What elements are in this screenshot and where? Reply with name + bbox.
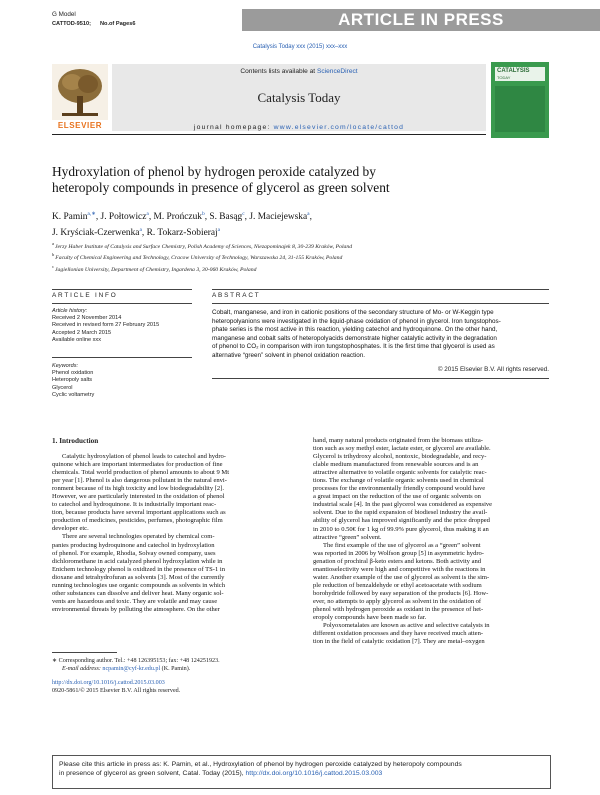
page-count: No.of Pages6 (100, 21, 136, 27)
keywords-label: Keywords: (52, 363, 79, 369)
affiliation-row (52, 263, 482, 274)
affiliation-mark: b (52, 252, 55, 258)
journal-cover (491, 62, 549, 138)
author-name[interactable]: J. Połtowicz (100, 212, 147, 223)
email-suffix: (K. Pamin). (160, 666, 191, 672)
body-line: running technologies use organic compounds as solvents in which (52, 581, 225, 589)
cover-subtitle: TODAY (497, 75, 511, 80)
body-line: solvent. Due to the rapid expansion of biodiesel industry the avail- (313, 509, 488, 517)
author-separator: , (309, 212, 312, 223)
homepage-prefix: journal homepage: (193, 124, 274, 131)
citation-doi-link[interactable]: http://dx.doi.org/10.1016/j.cattod.2015.03.003 (245, 770, 383, 777)
article-history (52, 308, 192, 344)
article-title (52, 164, 552, 196)
body-line: panies producing hydroquinone and catechol in hydroxylation (52, 541, 215, 549)
abstract-line: Cobalt, manganese, and iron in cationic positions of the secondary structure of Mo- or W-Keggin type (212, 309, 494, 316)
keywords-block (52, 363, 192, 399)
body-line: There are several technologies operated by chemical com- (62, 533, 215, 541)
history-entry: Accepted 2 March 2015 (52, 329, 112, 336)
citation-prefix: in presence of glycerol as green solvent, Catal. Today (2015), (59, 770, 246, 777)
homepage-line (112, 124, 486, 131)
intro-left-column (52, 453, 289, 614)
author-affiliation-mark[interactable]: b (201, 211, 205, 217)
abstract-end-rule (212, 378, 549, 379)
body-line: ever, no attempts to apply glycerol as solvent in the oxidation of (313, 597, 482, 605)
body-line: borohydride followed by easy separation of the products [6]. How- (313, 589, 489, 597)
author-affiliation-mark[interactable]: a (307, 211, 310, 217)
affiliation-row (52, 251, 482, 262)
body-line: different oxidation processes and they have received much atten- (313, 630, 484, 638)
author-affiliation-mark[interactable]: a,∗ (87, 211, 96, 217)
cover-title-strip (495, 67, 545, 81)
body-line: phenol with hydrogen peroxide as oxidant in the presence of het- (313, 605, 484, 613)
body-line: industrial scale [4]. In the past glycerol was considered as expensive (313, 501, 493, 509)
issn-line: 0920-5861/© 2015 Elsevier B.V. All rights reserved. (52, 688, 181, 694)
abstract-line: heteropolyanions were investigated in the liquid-phase oxidation of phenol in glycerol. Iron tungstophos- (212, 317, 501, 325)
body-line: tions. The exchange of volatile organic solvents used in chemical (313, 477, 484, 485)
author-name[interactable]: R. Tokarz-Sobieraj (146, 228, 218, 239)
model-label: G Model (52, 11, 76, 18)
body-line: in 2010 to 0.50€ for 1 kg of 99.9% pure glycerol, thus making it an (313, 525, 489, 533)
author-affiliation-mark[interactable]: a (217, 227, 221, 234)
cover-title: CATALYSIS (497, 68, 530, 74)
article-in-press-banner: ARTICLE IN PRESS (242, 9, 600, 31)
author-name[interactable]: K. Pamin (52, 212, 88, 223)
history-entry: Received 2 November 2014 (52, 315, 122, 322)
elsevier-logo (52, 64, 108, 130)
body-line: ple reduction of benzaldehyde or ethyl acetoacetate with sodium (313, 581, 482, 589)
footnotes (52, 657, 289, 695)
author-separator: , (148, 212, 154, 223)
body-line: hand, many natural products originated from the biomass utiliza- (313, 437, 483, 444)
body-line: processes for the environmentally friendly compound would have (313, 485, 486, 493)
cover-artwork (495, 86, 545, 132)
body-line: genation of prochiral β-keto esters and ketons. Both activity and (313, 557, 482, 565)
author-list (52, 208, 402, 240)
affiliation-text: Faculty of Chemical Engineering and Technology, Cracow University of Technology, Warszawska 24, 31-155 Kraków, Poland (55, 255, 343, 262)
keyword: Cyclic voltametry (52, 391, 95, 398)
abstract-heading: ABSTRACT (212, 292, 261, 299)
body-line: chemicals. Total world production of phenol amounts to about 9 Mt (52, 469, 230, 477)
body-line: a great impact on the reduction of the use of organic solvents on (313, 493, 481, 501)
body-line: Enichem technology phenol is oxidized in the presence of TS-1 in (52, 565, 225, 573)
publisher-name: ELSEVIER (57, 121, 103, 130)
abstract-top-rule (212, 289, 549, 290)
body-line: ability of glycerol has improved significantly and the price dropped (313, 517, 490, 525)
journal-reference[interactable]: Catalysis Today xxx (2015) xxx–xxx (252, 44, 348, 50)
body-line: production of medicines, pesticides, perfumes, photographic film (52, 517, 223, 525)
author-name[interactable]: S. Basąg (209, 212, 243, 223)
affiliation-mark: c (52, 263, 54, 269)
body-line: attractive alternative to volatile organic solvents for catalytic reac- (313, 469, 487, 477)
body-line: dichloromethane in acid catalyzed phenol hydroxylation while in (52, 557, 223, 565)
history-label: Article history: (52, 308, 88, 314)
citation-box (52, 755, 551, 789)
author-separator: , (141, 228, 147, 239)
email-link[interactable]: ncpamin@cyf-kr.edu.pl (102, 666, 161, 672)
body-line: was reported in 2006 by Wolfson group [5] in asymmetric hydro- (313, 549, 484, 557)
body-line: dioxane and tetrahydrofuran as solvents [3]. Most of the currently (52, 573, 225, 581)
body-line: tion, because products have several important applications such as (52, 509, 226, 517)
body-line: to catechol and hydroquinone. It is industrially important reac- (52, 501, 217, 509)
author-affiliation-mark[interactable]: a (139, 227, 142, 234)
affiliation-mark: a (52, 241, 54, 246)
body-line: However, we are particularly interested in the oxidation of phenol (52, 493, 225, 501)
title-line-2: heteropoly compounds in presence of glycerol as green solvent (52, 180, 390, 195)
body-line: water. Another example of the use of glycerol as solvent is the sim- (313, 573, 490, 581)
title-line-1: Hydroxylation of phenol by hydrogen peroxide catalyzed by (52, 164, 376, 179)
abstract-bottom-rule (212, 303, 549, 304)
history-entry: Available online xxx (52, 336, 102, 343)
abstract-line: alternative “green” solvent in phenol oxidation reaction. (212, 351, 365, 359)
author-name[interactable]: J. Maciejewska (249, 212, 308, 223)
author-separator: , (95, 212, 101, 223)
body-line: per year [1]. Phenol is also dangerous pollutant in the natural envi- (52, 477, 227, 485)
affiliation-text: Jagiellonian University, Department of Chemistry, Ingardena 3, 30-060 Kraków, Poland (55, 266, 257, 273)
elsevier-tree-icon (52, 64, 108, 120)
body-line: attractive “green” solvent. (313, 533, 382, 541)
body-line: vents are hazardous and toxic. They are volatile and may cause (52, 597, 218, 605)
author-name[interactable]: M. Prończuk (153, 212, 202, 223)
body-line: enantioselectivity were high and competitive with the reactions in (313, 565, 486, 573)
body-line: environmental threats by polluting the atmosphere. On the other (52, 605, 220, 613)
abstract-text (212, 309, 549, 361)
article-code: CATTOD-9510; (52, 21, 91, 27)
body-line: clable medium manufactured from renewable sources and is an (313, 461, 479, 469)
author-separator: , (204, 212, 210, 223)
keyword: Heteropoly salts (52, 377, 93, 384)
corresponding-author: ∗ Corresponding author. Tel.: +48 126395153; fax: +48 124251923. (52, 658, 220, 664)
contents-line (112, 68, 486, 75)
keyword: Glycerol (52, 384, 73, 391)
body-line: Catalytic hydroxylation of phenol leads to catechol and hydro- (62, 453, 226, 460)
affiliation-text: Jerzy Haber Institute of Catalysis and Surface Chemistry, Polish Academy of Sciences, Niezapominajek 8, 30-239 Kraków, Poland (55, 243, 353, 250)
history-entry: Received in revised form 27 February 2015 (52, 322, 160, 329)
body-line: tion in the field of catalytic oxidation [7]. They are metal–oxygen (313, 638, 485, 646)
citation-line-1: Please cite this article in press as: K. Pamin, et al., Hydroxylation of phenol by hydrogen peroxide catalyzed by heteropoly compounds (59, 761, 462, 768)
author-affiliation-mark[interactable]: c (242, 211, 245, 217)
abstract-line: manganese and cobalt salts of heteropolyacids demonstrate higher catalytic activity in the degradation (212, 334, 497, 342)
author-name[interactable]: J. Kryściak-Czerwenka (52, 228, 140, 239)
email-line (52, 665, 289, 673)
history-rule (52, 357, 192, 358)
citation-line-2 (53, 769, 550, 778)
info-bottom-rule (52, 303, 192, 304)
contents-prefix: Contents lists available at (240, 68, 317, 75)
author-separator: , (244, 212, 250, 223)
body-line: Glycerol is trihydroxy alcohol, nontoxic, biodegradable, and recy- (313, 453, 487, 461)
body-line: other substances can dissolve and deliver heat. Many organic sol- (52, 589, 224, 597)
body-line: ronment because of its high toxicity and low biodegradability [2]. (52, 485, 224, 493)
affiliation-row (52, 240, 482, 251)
abstract-line: of phenol to CO₂ in comparison with iron tungstophosphates. It is the first time that glycerol is used as (212, 343, 495, 351)
body-line: The first example of the use of glycerol as a “green” solvent (323, 541, 481, 549)
journal-name: Catalysis Today (257, 90, 341, 105)
article-info-heading: ARTICLE INFO (52, 292, 118, 299)
body-line: Polyoxometalates are known as active and selective catalysts in (323, 622, 490, 630)
info-top-rule (52, 289, 192, 290)
author-affiliation-mark[interactable]: a (146, 211, 149, 217)
sciencedirect-link[interactable]: ScienceDirect (316, 68, 358, 75)
email-label: E-mail address: (62, 666, 103, 672)
masthead-box (112, 64, 486, 131)
abstract-line: phate series is the most active in this reaction, yielding catechol and hydroquinone. On the other hand, (212, 326, 498, 334)
abstract-copyright: © 2015 Elsevier B.V. All rights reserved. (437, 366, 549, 373)
body-line: quinone which are important intermediates for production of fine (52, 461, 223, 469)
affiliations (52, 240, 482, 274)
masthead-rule (52, 134, 486, 135)
homepage-link[interactable]: www.elsevier.com/locate/cattod (273, 124, 405, 131)
intro-right-column (313, 437, 550, 646)
body-line: tion such as soy methyl ester, lactate ester, or glycerol are available. (313, 445, 491, 453)
footnote-rule (52, 652, 117, 653)
body-line: eropoly compounds have been made so far. (313, 614, 427, 622)
doi-link[interactable]: http://dx.doi.org/10.1016/j.cattod.2015.03.003 (52, 680, 165, 686)
intro-heading: 1. Introduction (52, 437, 99, 445)
body-line: of phenol. For example, Rhodia, Solvay owned company, uses (52, 549, 216, 557)
keyword: Phenol oxidation (52, 370, 94, 377)
body-line: developer etc. (52, 525, 89, 533)
